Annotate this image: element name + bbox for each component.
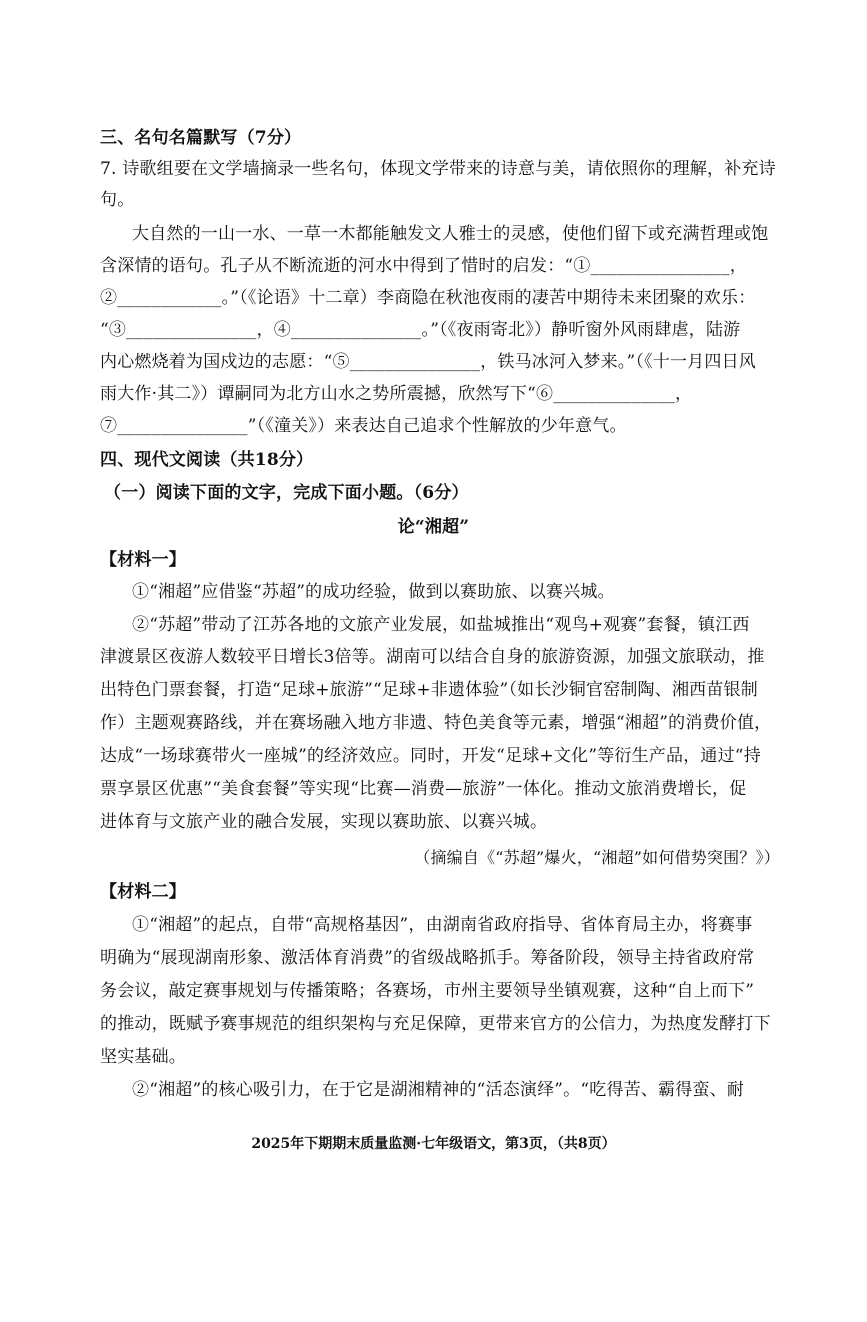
material-2-line-3: 务会议，敲定赛事规划与传播策略；各赛场，市州主要领导坐镇观赛，这种“自上而下” xyxy=(100,981,755,1001)
material-2-line-2: 明确为“展现湖南形象、激活体育消费”的省级战略抓手。筹备阶段，领导主持省政府常 xyxy=(100,948,755,968)
material-1-line-5: 作）主题观赛路线，并在赛场融入地方非遗、特色美食等元素，增强“湘超”的消费价值， xyxy=(100,713,772,733)
material-1-line-2: ②“苏超”带动了江苏各地的文旅产业发展，如盐城推出“观鸟+观赛”套餐，镇江西 xyxy=(132,615,750,635)
material-1-line-1: ①“湘超”应借鉴“苏超”的成功经验，做到以赛助旅、以赛兴城。 xyxy=(132,582,615,602)
material-2-line-1: ①“湘超”的起点，自带“高规格基因”，由湖南省政府指导、省体育局主办，将赛事 xyxy=(132,915,753,935)
material-1-line-8: 进体育与文旅产业的融合发展，实现以赛助旅、以赛兴城。 xyxy=(100,812,548,832)
material-1-line-3: 津渡景区夜游人数较平日增长3倍等。湖南可以结合自身的旅游资源，加强文旅联动，推 xyxy=(100,647,765,667)
material-2-line-4: 的推动，既赋予赛事规范的组织架构与充足保障，更带来官方的公信力，为热度发酵打下 xyxy=(100,1014,771,1034)
passage-line-4: “③_______________，④_______________。”（《夜雨寄北》）静听窗外风雨肆虐，陆游 xyxy=(100,320,741,340)
passage-line-1: 大自然的一山一水、一草一木都能触发文人雅士的灵感，使他们留下或充满哲理或饱 xyxy=(132,224,769,244)
material-2-label: 【材料二】 xyxy=(100,882,186,902)
passage-line-7: ⑦_______________”（《潼关》）来表达自己追求个性解放的少年意气。 xyxy=(100,416,627,436)
question-7-line-1: 7. 诗歌组要在文学墙摘录一些名句，体现文学带来的诗意与美，请依照你的理解，补充诗 xyxy=(100,159,776,179)
passage-line-5: 内心燃烧着为国戍边的志愿：“⑤_______________，铁马冰河入梦来。”（《十一月四日风 xyxy=(100,352,756,372)
article-title: 论“湘超” xyxy=(397,517,470,537)
question-7-line-2: 句。 xyxy=(100,190,135,210)
material-1-label: 【材料一】 xyxy=(100,550,186,570)
material-1-line-6: 达成“一场球赛带火一座城”的经济效应。同时，开发“足球+文化”等衍生产品，通过“持 xyxy=(100,746,761,766)
passage-line-2: 含深情的语句。孔子从不断流逝的河水中得到了惜时的启发：“①________________， xyxy=(100,256,747,276)
page-footer: 2025年下期期末质量监测·七年级语文，第3页，（共8页） xyxy=(251,1136,616,1152)
material-1-source: （摘编自《“苏超”爆火，“湘超”如何借势突围？》） xyxy=(414,848,780,867)
passage-line-3: ②____________。”（《论语》十二章）李商隐在秋池夜雨的凄苦中期待未来团聚的欢乐： xyxy=(100,288,756,308)
material-2-line-6: ②“湘超”的核心吸引力，在于它是湖湘精神的“活态演绎”。“吃得苦、霸得蛮、耐 xyxy=(132,1080,745,1100)
section-3-heading: 三、名句名篇默写（7分） xyxy=(100,128,302,148)
section-4-subheading: （一）阅读下面的文字，完成下面小题。（6分） xyxy=(104,483,469,503)
material-1-line-4: 出特色门票套餐，打造“足球+旅游”“足球+非遗体验”（如长沙铜官窑制陶、湘西苗银制 xyxy=(100,680,758,700)
material-1-line-7: 票享景区优惠”“美食套餐”等实现“比赛—消费—旅游”一体化。推动文旅消费增长，促 xyxy=(100,779,747,799)
material-2-line-5: 坚实基础。 xyxy=(100,1047,186,1067)
section-4-heading: 四、现代文阅读（共18分） xyxy=(100,450,314,470)
passage-line-6: 雨大作·其二》）谭嗣同为北方山水之势所震撼，欣然写下“⑥______________， xyxy=(100,384,693,404)
